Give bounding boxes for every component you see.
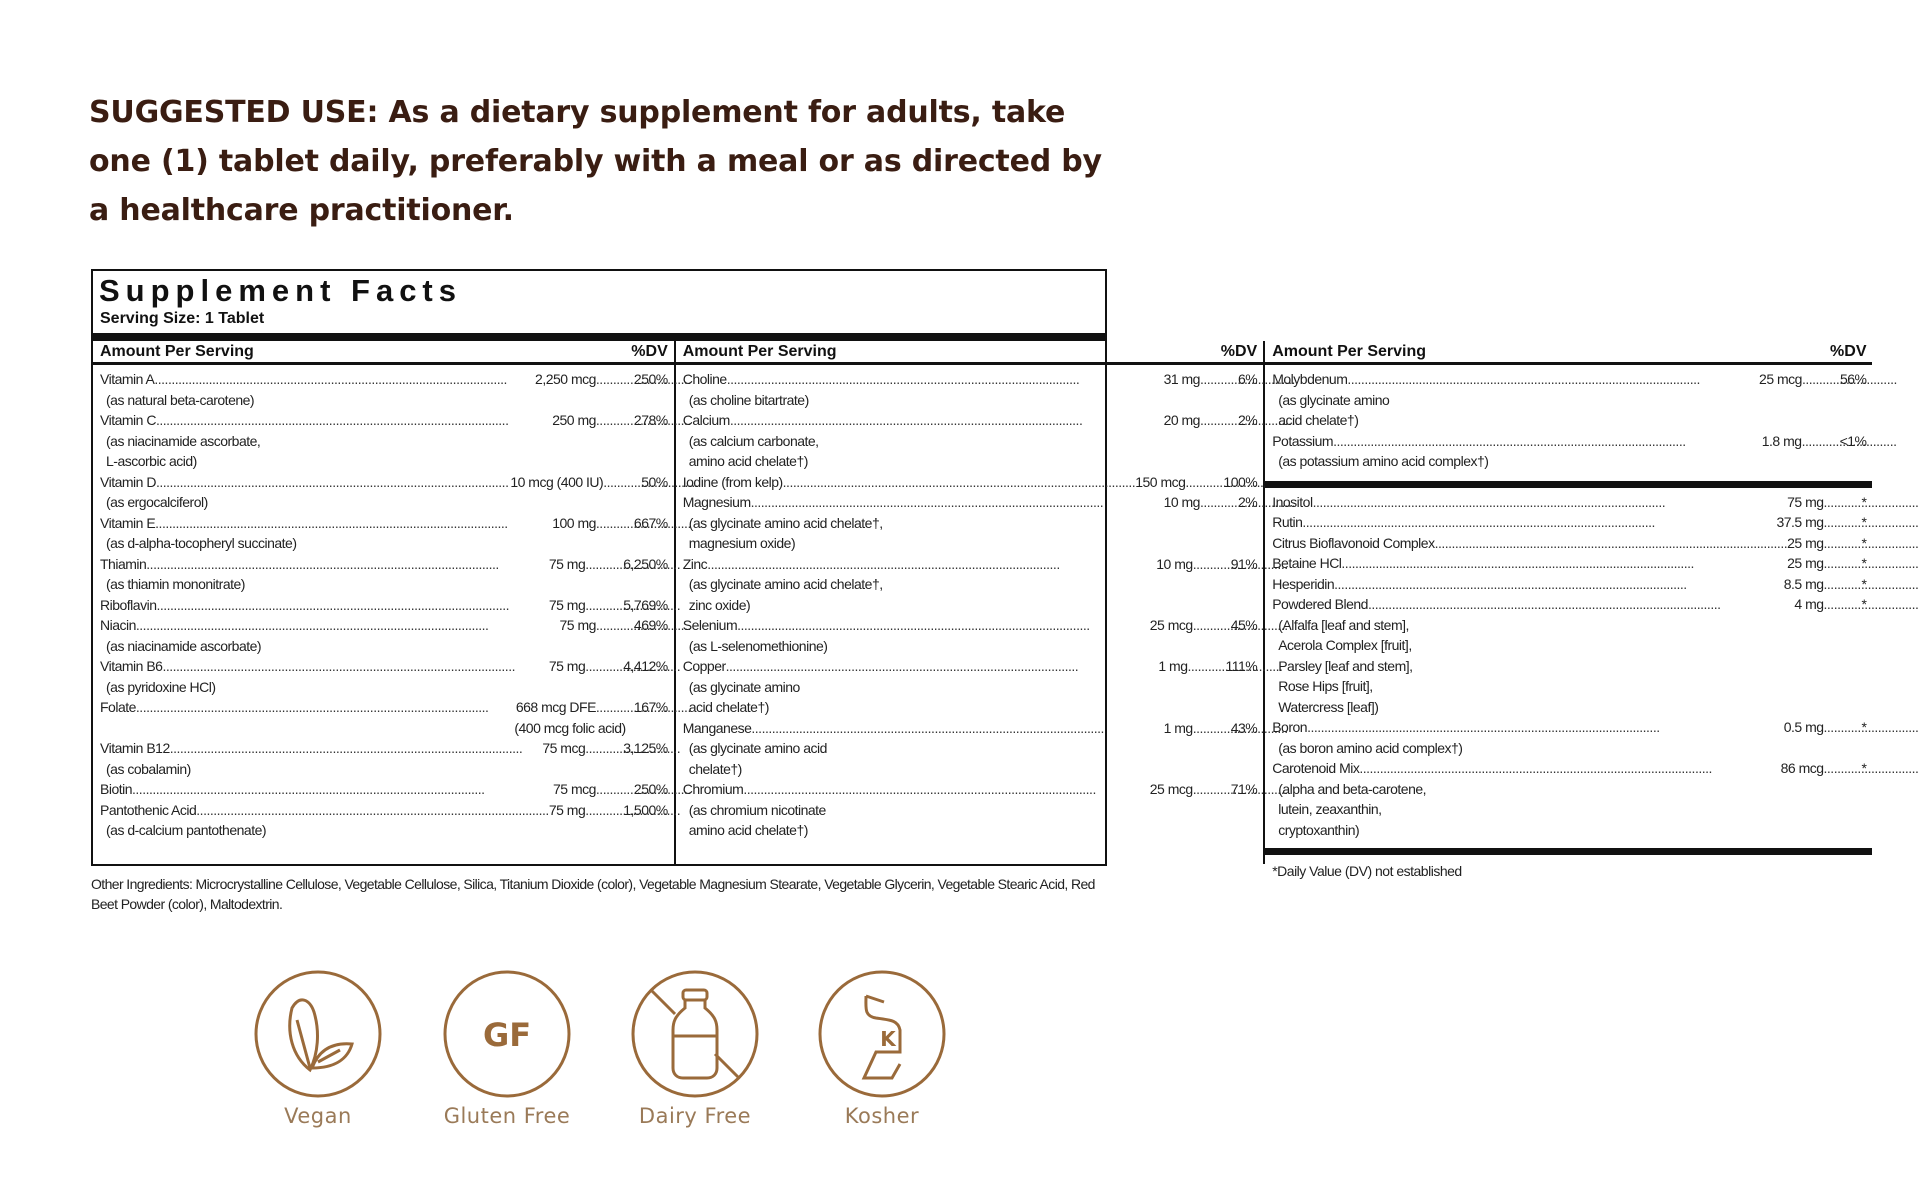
nutrient-name: Carotenoid Mix: [1272, 760, 1360, 776]
nutrient-source: chelate†): [688, 760, 742, 777]
nutrient-name: Selenium: [682, 617, 738, 633]
nutrient-dv: 91%: [1230, 555, 1258, 572]
supplement-facts-panel: [91, 269, 1867, 879]
dot-leader: [1824, 594, 1862, 615]
nutrient-source: (as ergocalciferol): [106, 494, 208, 510]
nutrient-source: L-ascorbic acid): [106, 453, 197, 469]
nutrient-source: (as pyridoxine HCl): [106, 678, 216, 695]
dot-leader: [1824, 717, 1862, 738]
badge-label: Dairy Free: [638, 1104, 752, 1128]
nutrient-amount: 250 mg: [552, 412, 596, 428]
amount-header: Amount Per Serving: [1272, 343, 1427, 360]
nutrient-source: (as choline bitartrate): [688, 391, 809, 408]
nutrient-name: Thiamin: [100, 555, 147, 572]
nutrient-name: Niacin: [100, 617, 136, 633]
nutrient-row: [1272, 431, 1866, 452]
nutrient-amount: 100 mg: [552, 514, 596, 531]
nutrient-amount: 20 mg: [1163, 412, 1200, 428]
dot-leader: [1824, 553, 1862, 574]
dot-leader: [707, 554, 1156, 575]
svg-text:K: K: [880, 1027, 896, 1051]
nutrient-source: magnesium oxide): [688, 535, 796, 551]
nutrient-source: acid chelate†): [688, 699, 769, 715]
dot-leader: [196, 800, 549, 821]
nutrient-amount: 10 mg: [1156, 555, 1193, 572]
nutrient-row: [100, 472, 668, 493]
nutrient-dv: 56%: [1839, 371, 1867, 387]
section-divider: [1265, 481, 1872, 488]
nutrient-name: Manganese: [682, 719, 752, 736]
nutrient-dv: 2%: [1237, 494, 1258, 510]
nutrient-source: acid chelate†): [1278, 412, 1359, 428]
dot-leader: [1193, 554, 1231, 575]
nutrient-name: Zinc: [682, 555, 708, 572]
nutrient-source: Watercress [leaf]): [1278, 698, 1379, 715]
dot-leader: [585, 554, 623, 575]
nutrient-amount: 75 mg: [548, 801, 586, 818]
certification-badges: [0, 968, 1200, 1138]
nutrient-row: [1272, 758, 1866, 779]
nutrient-dv: 667%: [633, 514, 668, 531]
nutrient-row: [683, 472, 1257, 493]
nutrient-row: [100, 779, 668, 800]
nutrient-row: [1272, 533, 1866, 554]
nutrient-source: (as glycinate amino acid chelate†,: [688, 514, 883, 531]
nutrient-name: Powdered Blend: [1272, 596, 1368, 612]
badge-vegan: [248, 968, 388, 1128]
nutrient-amount: 25 mcg: [1759, 371, 1802, 387]
dot-leader: [596, 369, 634, 390]
nutrient-source: (as calcium carbonate,: [688, 432, 819, 449]
nutrient-source: (Alfalfa [leaf and stem],: [1278, 616, 1409, 633]
kosher-icon: [816, 968, 948, 1100]
dot-leader: [730, 410, 1164, 431]
nutrient-dv: 71%: [1230, 781, 1258, 797]
nutrient-dv: 250%: [633, 371, 668, 387]
nutrient-name: Vitamin B6: [100, 658, 163, 674]
nutrient-dv: 2%: [1237, 412, 1258, 428]
nutrient-source: (as d-calcium pantothenate): [106, 822, 267, 838]
nutrient-source: (as boron amino acid complex†): [1278, 739, 1463, 756]
badge-label: Vegan: [284, 1104, 352, 1128]
nutrient-dv: 43%: [1230, 719, 1258, 736]
nutrient-name: Magnesium: [682, 494, 751, 510]
nutrient-row: [683, 779, 1257, 800]
dot-leader: [136, 615, 560, 636]
nutrient-dv: *: [1861, 760, 1867, 776]
nutrient-name: Molybdenum: [1272, 371, 1348, 387]
nutrient-list: [93, 365, 674, 841]
dot-leader: [154, 369, 535, 390]
dot-leader: [1200, 410, 1238, 431]
nutrient-name: Inositol: [1272, 493, 1313, 510]
nutrient-row: [683, 410, 1257, 431]
amount-header: Amount Per Serving: [682, 343, 837, 360]
section-divider: [1265, 848, 1872, 855]
nutrient-source: (alpha and beta-carotene,: [1278, 780, 1427, 797]
dot-leader: [170, 738, 543, 759]
dot-leader: [1307, 717, 1784, 738]
nutrient-source: (as niacinamide ascorbate): [106, 637, 262, 654]
nutrient-source: (as d-alpha-tocopheryl succinate): [106, 535, 297, 551]
nutrient-name: Boron: [1272, 719, 1308, 735]
dot-leader: [1824, 574, 1862, 595]
dot-leader: [596, 410, 634, 431]
nutrient-source: zinc oxide): [688, 596, 751, 613]
dot-leader: [783, 472, 1136, 493]
dot-leader: [156, 472, 510, 493]
nutrient-name: Vitamin D: [100, 473, 156, 490]
nutrient-name: Iodine (from kelp): [682, 473, 783, 490]
nutrient-amount: 668 mcg DFE: [515, 699, 596, 715]
suggested-use-text: SUGGESTED USE: As a dietary supplement for adults, take one (1) tablet daily, preferably with a meal or as directed by a healthcare practitioner.: [89, 95, 1102, 228]
nutrient-dv: *: [1861, 514, 1867, 530]
dv-header: %DV: [1220, 343, 1258, 360]
nutrient-name: Hesperidin: [1272, 575, 1335, 592]
dairy-free-bottle-icon: [629, 968, 761, 1100]
dot-leader: [737, 615, 1150, 636]
dot-leader: [156, 410, 552, 431]
nutrient-row: [100, 697, 668, 718]
thick-divider: [93, 333, 1105, 341]
nutrient-amount: 75 mcg: [553, 781, 596, 797]
nutrient-source: (as glycinate amino: [688, 678, 800, 695]
dot-leader: [726, 656, 1159, 677]
nutrient-row: [683, 554, 1257, 575]
nutrient-amount: 75 mg: [548, 596, 586, 613]
nutrient-dv: 111%: [1225, 658, 1258, 674]
nutrient-name: Chromium: [682, 781, 744, 797]
dot-leader: [1341, 553, 1787, 574]
nutrient-dv: 167%: [633, 699, 668, 715]
badge-gluten-free: [437, 968, 577, 1128]
nutrient-amount: 1.8 mg: [1761, 432, 1802, 449]
dot-leader: [1824, 758, 1862, 779]
dot-leader: [727, 369, 1164, 390]
dot-leader: [1824, 533, 1862, 554]
nutrient-source: (as L-selenomethionine): [688, 637, 828, 654]
nutrient-amount: 25 mcg: [1149, 617, 1193, 633]
dot-leader: [585, 738, 623, 759]
nutrient-name: Vitamin C: [100, 412, 156, 428]
nutrient-amount: 2,250 mcg: [535, 371, 596, 387]
nutrient-dv: <1%: [1839, 432, 1867, 449]
dot-leader: [743, 779, 1149, 800]
dot-leader: [585, 800, 623, 821]
dot-leader: [1302, 512, 1776, 533]
nutrient-source: cryptoxanthin): [1278, 821, 1360, 838]
dot-leader: [146, 554, 549, 575]
nutrient-name: Vitamin B12: [100, 740, 170, 756]
dot-leader: [596, 779, 634, 800]
nutrient-source: lutein, zeaxanthin,: [1278, 801, 1382, 817]
nutrient-dv: *: [1861, 719, 1867, 735]
facts-column-2: [676, 341, 1265, 864]
nutrient-dv: *: [1861, 534, 1867, 551]
vegan-leaf-icon: [252, 968, 384, 1100]
nutrient-source: (as thiamin mononitrate): [106, 576, 245, 592]
nutrient-row: [683, 718, 1257, 739]
dot-leader: [751, 492, 1164, 513]
nutrient-amount: 1 mg: [1158, 658, 1188, 674]
nutrient-amount: 10 mg: [1163, 494, 1200, 510]
nutrient-amount: 4 mg: [1794, 596, 1824, 612]
nutrient-name: Calcium: [682, 412, 730, 428]
nutrient-amount: 75 mcg: [542, 740, 586, 756]
nutrient-dv: 50%: [641, 473, 668, 490]
nutrient-row: [100, 369, 668, 390]
nutrient-row: [1272, 553, 1866, 574]
other-ingredients: Other Ingredients: Microcrystalline Cellulose, Vegetable Cellulose, Silica, Titanium Dioxide (color), Vegetable Magnesium Stearate, Vegetable Glycerin, Vegetable Stearic Acid, Red Beet Powder (color), Maltodextrin.: [91, 876, 1095, 912]
badge-label: Gluten Free: [443, 1104, 571, 1128]
facts-title: Supplement Facts: [99, 273, 462, 308]
nutrient-row: [683, 369, 1257, 390]
nutrient-dv: 3,125%: [623, 740, 668, 756]
nutrient-amount: 0.5 mg: [1783, 719, 1824, 735]
nutrient-dv: 45%: [1230, 617, 1258, 633]
dot-leader: [596, 697, 634, 718]
nutrient-list: [1265, 365, 1872, 882]
dot-leader: [1435, 533, 1788, 554]
nutrient-amount: 37.5 mg: [1776, 514, 1824, 530]
dot-leader: [1185, 472, 1223, 493]
dot-leader: [1802, 369, 1840, 390]
nutrient-name: Citrus Bioflavonoid Complex: [1272, 534, 1435, 551]
dot-leader: [1193, 615, 1231, 636]
nutrient-amount: 86 mcg: [1780, 760, 1824, 776]
dot-leader: [162, 656, 548, 677]
dot-leader: [1347, 369, 1759, 390]
nutrient-name: Betaine HCl: [1272, 555, 1342, 571]
nutrient-row: [1272, 512, 1866, 533]
dot-leader: [1802, 431, 1840, 452]
amount-header: Amount Per Serving: [100, 343, 254, 360]
nutrient-name: Choline: [682, 371, 727, 387]
dot-leader: [1200, 492, 1238, 513]
dot-leader: [596, 513, 634, 534]
badge-kosher: [812, 968, 952, 1128]
dot-leader: [585, 656, 623, 677]
nutrient-source: (as chromium nicotinate: [688, 801, 826, 818]
nutrient-name: Copper: [682, 658, 726, 674]
badge-label: Kosher: [844, 1104, 920, 1128]
nutrient-row: [100, 615, 668, 636]
nutrient-amount: 75 mg: [559, 617, 596, 633]
nutrient-dv: 100%: [1223, 473, 1258, 490]
nutrient-source: (as potassium amino acid complex†): [1278, 453, 1489, 469]
dot-leader: [1824, 492, 1862, 513]
nutrient-dv: 4,412%: [623, 658, 668, 674]
nutrient-source: amino acid chelate†): [688, 453, 808, 469]
dv-header: %DV: [1830, 343, 1867, 360]
dot-leader: [1334, 574, 1784, 595]
gluten-free-icon: [441, 968, 573, 1100]
dot-leader: [1359, 758, 1780, 779]
nutrient-dv: 6,250%: [623, 555, 668, 572]
nutrient-row: [683, 615, 1257, 636]
dot-leader: [603, 472, 641, 493]
nutrient-source: Rose Hips [fruit],: [1278, 678, 1373, 694]
nutrient-dv: *: [1861, 596, 1867, 612]
dot-leader: [156, 595, 548, 616]
dot-leader: [1368, 594, 1794, 615]
nutrient-source: Acerola Complex [fruit],: [1278, 637, 1412, 653]
dot-leader: [1200, 369, 1238, 390]
nutrient-amount: 150 mcg: [1135, 473, 1186, 490]
nutrient-dv: 6%: [1237, 371, 1258, 387]
nutrient-row: [100, 800, 668, 821]
facts-column-1: [93, 341, 676, 864]
facts-column-3: [1265, 341, 1872, 879]
dot-leader: [136, 697, 516, 718]
nutrient-name: Vitamin E: [100, 514, 156, 531]
dv-footnote: *Daily Value (DV) not established: [1272, 863, 1462, 879]
nutrient-amount: 75 mg: [1787, 493, 1824, 510]
nutrient-source: (as glycinate amino acid: [688, 740, 827, 756]
nutrient-name: Rutin: [1272, 514, 1303, 530]
nutrient-row: [100, 554, 668, 575]
nutrient-amount: 10 mcg (400 IU): [510, 473, 604, 490]
nutrient-source: (as glycinate amino acid chelate†,: [688, 576, 883, 592]
nutrient-source: (as cobalamin): [106, 760, 191, 777]
nutrient-row: [100, 513, 668, 534]
nutrient-name: Riboflavin: [100, 596, 157, 613]
dot-leader: [751, 718, 1163, 739]
nutrient-source: (as glycinate amino: [1278, 391, 1390, 408]
nutrient-amount: 75 mg: [548, 555, 586, 572]
nutrient-source: (400 mcg folic acid): [514, 719, 626, 736]
dot-leader: [155, 513, 552, 534]
dot-leader: [132, 779, 553, 800]
badge-dairy-free: [625, 968, 765, 1128]
nutrient-name: Potassium: [1272, 432, 1334, 449]
dot-leader: [596, 615, 634, 636]
dot-leader: [1313, 492, 1788, 513]
nutrient-dv: *: [1861, 555, 1867, 571]
nutrient-dv: 5,769%: [623, 596, 668, 613]
dot-leader: [1193, 718, 1231, 739]
nutrient-amount: 75 mg: [548, 658, 586, 674]
nutrient-amount: 31 mg: [1163, 371, 1200, 387]
nutrient-amount: 8.5 mg: [1783, 575, 1824, 592]
nutrient-row: [1272, 369, 1866, 390]
nutrient-amount: 1 mg: [1163, 719, 1193, 736]
serving-size: Serving Size: 1 Tablet: [100, 310, 265, 327]
dot-leader: [1333, 431, 1762, 452]
nutrient-dv: *: [1861, 493, 1867, 510]
nutrient-source: amino acid chelate†): [688, 822, 808, 838]
nutrient-dv: 1,500%: [623, 801, 668, 818]
nutrient-name: Vitamin A: [100, 371, 155, 387]
nutrient-dv: 278%: [633, 412, 668, 428]
nutrient-row: [1272, 717, 1866, 738]
dot-leader: [1824, 512, 1862, 533]
nutrient-row: [683, 492, 1257, 513]
nutrient-row: [100, 410, 668, 431]
nutrient-row: [100, 595, 668, 616]
nutrient-dv: *: [1861, 575, 1867, 592]
nutrient-row: [100, 656, 668, 677]
nutrient-source: (as natural beta-carotene): [106, 391, 255, 408]
nutrient-name: Biotin: [100, 781, 133, 797]
nutrient-name: Pantothenic Acid: [100, 801, 197, 818]
nutrient-list: [676, 365, 1263, 841]
dot-leader: [1193, 779, 1231, 800]
nutrient-row: [1272, 492, 1866, 513]
nutrient-source: (as niacinamide ascorbate,: [106, 432, 261, 449]
dot-leader: [1187, 656, 1225, 677]
nutrient-amount: 25 mg: [1787, 534, 1824, 551]
nutrient-row: [683, 656, 1257, 677]
nutrient-row: [1272, 574, 1866, 595]
nutrient-row: [100, 738, 668, 759]
nutrient-row: [1272, 594, 1866, 615]
nutrient-name: Folate: [100, 699, 136, 715]
dot-leader: [585, 595, 623, 616]
nutrient-dv: 469%: [633, 617, 668, 633]
dv-header: %DV: [631, 343, 668, 360]
nutrient-amount: 25 mcg: [1149, 781, 1193, 797]
svg-text:GF: GF: [482, 1016, 532, 1054]
nutrient-amount: 25 mg: [1787, 555, 1824, 571]
nutrient-dv: 250%: [633, 781, 668, 797]
nutrient-source: Parsley [leaf and stem],: [1278, 657, 1413, 674]
